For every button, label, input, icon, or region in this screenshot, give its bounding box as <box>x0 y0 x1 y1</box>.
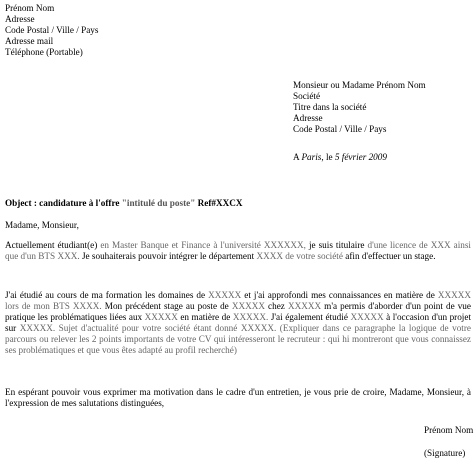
p2-placeholder: XXXXX <box>287 301 325 311</box>
p2-placeholder: XXXXX <box>231 301 269 311</box>
p2-text: m'a permis d'aborder d'un point de vue pratique les problématiques liées aux <box>5 301 471 322</box>
p1-placeholder: XXXX de votre société <box>256 251 346 261</box>
object-position: "intitulé du poste" <box>121 198 196 208</box>
salutation: Madame, Monsieur, <box>5 220 79 230</box>
p1-text: je suis titulaire <box>308 240 368 250</box>
letter-date <box>293 152 387 163</box>
sender-block <box>5 3 98 58</box>
p2-text: chez <box>268 301 288 311</box>
date-middle: , le <box>321 152 335 162</box>
paragraph-training <box>5 290 471 356</box>
p1-placeholder: en Master Banque et Finance à l'université XXXXXX, <box>100 240 309 250</box>
recipient-title: Titre dans la société <box>293 102 367 112</box>
p2-placeholder: XXXXX <box>208 290 245 300</box>
p2-text: à l'occasion d'un projet sur <box>5 312 471 333</box>
date-prefix: A <box>293 152 302 162</box>
p2-placeholder: XXXXX <box>350 312 387 322</box>
recipient-company: Société <box>293 91 321 101</box>
object-label: Object : candidature à l'offre <box>5 198 122 208</box>
p2-text: Mon précédent stage au poste de <box>104 301 232 311</box>
p1-text: Je souhaiterais pouvoir intégrer le département <box>81 251 257 261</box>
p1-text: Actuellement étudiant(e) <box>5 240 101 250</box>
date-value: 5 février 2009 <box>334 152 387 162</box>
recipient-address: Adresse <box>293 113 323 123</box>
p1-text: afin d'effectuer un stage. <box>345 251 436 261</box>
p2-text: J'ai également étudié <box>270 312 351 322</box>
letter-object <box>5 198 243 209</box>
paragraph-closing: En espérant pouvoir vous exprimer ma motivation dans le cadre d'un entretien, je vous prie de croire, Madame, Monsieur, à l'expression de mes salutations distinguées, <box>5 387 471 408</box>
p2-text: en matière de <box>180 312 233 322</box>
p2-placeholder: XXXXX <box>144 312 181 322</box>
recipient-postal: Code Postal / Ville / Pays <box>293 124 387 134</box>
p2-placeholder: XXXXX. Sujet d'actualité pour votre société étant donné XXXXX. (Expliquer dans ce paragraphe la logique de votre parcours ou relever les 2 points importants de votre CV qui intéresseront le recruteur : qui hi montreront que vous connaissez ses problématiques et que vous êtes adapté au profil recherché) <box>5 323 471 355</box>
sender-name: Prénom Nom <box>5 3 55 13</box>
signature-name: Prénom Nom <box>424 425 474 435</box>
sender-address: Adresse <box>5 14 35 24</box>
signature-label: (Signature) <box>424 448 466 458</box>
p2-placeholder: XXXXX. <box>232 312 271 322</box>
paragraph-intro <box>5 240 471 262</box>
p1-placeholder: d'une licence de XXX ainsi que d'un BTS XXX. <box>5 240 471 261</box>
recipient-name: Monsieur ou Madame Prénom Nom <box>293 80 426 90</box>
p2-text: et j'ai approfondi mes connaissances en matière de <box>244 290 438 300</box>
date-city: Paris <box>301 152 322 162</box>
recipient-block <box>293 80 426 135</box>
object-ref: Ref#XXCX <box>195 198 243 208</box>
sender-postal: Code Postal / Ville / Pays <box>5 25 99 35</box>
sender-phone: Téléphone (Portable) <box>5 47 83 57</box>
p2-placeholder: XXXXX lors de mon BTS XXXX. <box>5 290 471 311</box>
p2-text: J'ai étudié au cours de ma formation les domaines de <box>5 290 209 300</box>
sender-email: Adresse mail <box>5 36 54 46</box>
